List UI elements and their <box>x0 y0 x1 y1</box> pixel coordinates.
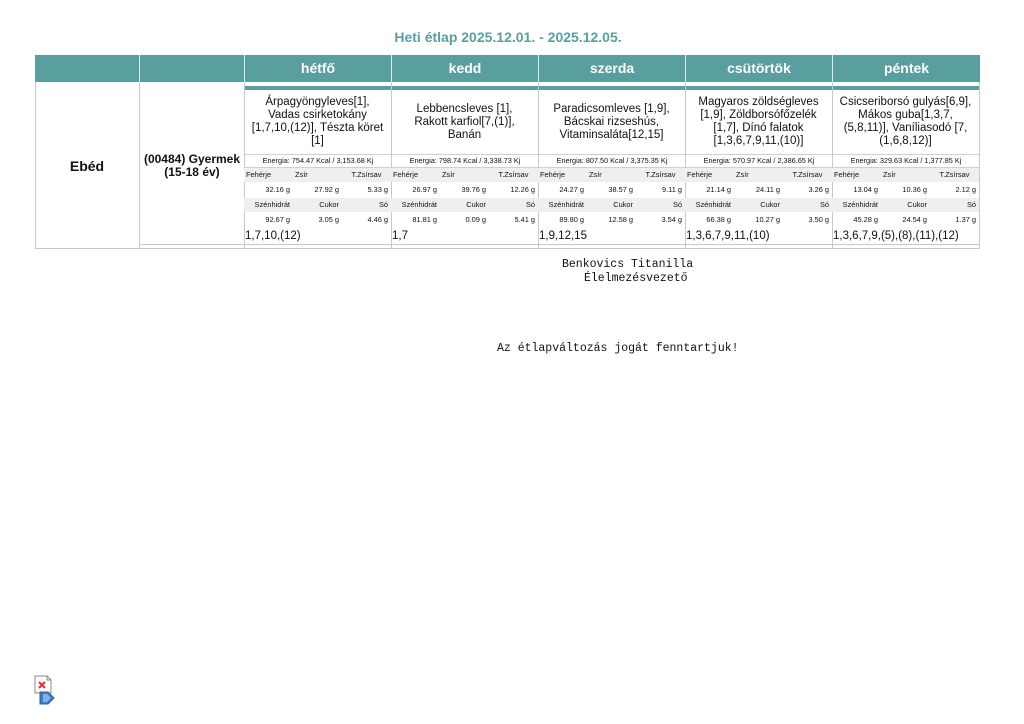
energy-value: Energia: 807.50 Kcal / 3,375.35 Kj <box>539 154 685 168</box>
fat-label: Zsír <box>293 168 342 182</box>
nutrient-value-row <box>685 183 832 197</box>
protein-label: Fehérje <box>538 168 587 182</box>
allergen-list: 1,3,6,7,9,(5),(8),(11),(12) <box>833 230 959 242</box>
fat-value: 27.92 g <box>314 185 339 194</box>
nutrient-label-row <box>832 198 979 212</box>
day-column-monday <box>244 82 390 249</box>
protein-label: Fehérje <box>391 168 440 182</box>
sugar-value: 24.54 g <box>902 215 927 224</box>
carb-label: Szénhidrát <box>391 198 440 212</box>
protein-value: 21.14 g <box>706 185 731 194</box>
satfat-label: T.Zsírsav <box>783 168 832 182</box>
satfat-label: T.Zsírsav <box>930 168 979 182</box>
header-day-tuesday: kedd <box>392 55 539 82</box>
carb-value: 92.67 g <box>265 215 290 224</box>
salt-value: 4.46 g <box>367 215 388 224</box>
sugar-label: Cukor <box>881 198 930 212</box>
dish-line: Magyaros zöldségleves <box>698 96 819 108</box>
dish-line: Vitaminsaláta[12,15] <box>559 128 664 141</box>
carb-value: 81.81 g <box>412 215 437 224</box>
protein-label: Fehérje <box>244 168 293 182</box>
protein-value: 13.04 g <box>853 185 878 194</box>
carb-value: 66.38 g <box>706 215 731 224</box>
salt-value: 5.41 g <box>514 215 535 224</box>
allergen-list: 1,3,6,7,9,11,(10) <box>686 230 770 242</box>
header-day-thursday: csütörtök <box>686 55 833 82</box>
nutrient-value-row <box>538 213 685 227</box>
dish-line: Rakott karfiol[7,(1)], <box>414 115 515 128</box>
nutrient-value-row <box>391 213 538 227</box>
dish-description <box>538 94 685 150</box>
header-meal-cell <box>35 55 140 82</box>
carb-label: Szénhidrát <box>538 198 587 212</box>
salt-value: 3.54 g <box>661 215 682 224</box>
nutrient-value-row <box>832 183 979 197</box>
signature-name: Benkovics Titanilla <box>562 258 694 271</box>
header-day-monday: hétfő <box>245 55 392 82</box>
dish-line: (5,8,11)], Vaníliasodó [7, <box>843 122 968 134</box>
allergen-list: 1,9,12,15 <box>539 230 587 242</box>
salt-label: Só <box>930 198 979 212</box>
nutrient-label-row <box>832 168 979 182</box>
dish-line: Csicseriborsó gulyás[6,9], <box>839 96 972 108</box>
protein-value: 24.27 g <box>559 185 584 194</box>
allergen-list: 1,7,10,(12) <box>245 230 301 242</box>
salt-label: Só <box>342 198 391 212</box>
satfat-label: T.Zsírsav <box>636 168 685 182</box>
carb-label: Szénhidrát <box>685 198 734 212</box>
day-accent-bar <box>245 86 391 90</box>
satfat-label: T.Zsírsav <box>489 168 538 182</box>
header-day-friday: péntek <box>833 55 980 82</box>
satfat-value: 3.26 g <box>808 185 829 194</box>
satfat-value: 2.12 g <box>955 185 976 194</box>
sugar-value: 10.27 g <box>755 215 780 224</box>
menu-table <box>35 55 980 249</box>
salt-label: Só <box>489 198 538 212</box>
sugar-value: 0.09 g <box>465 215 486 224</box>
dish-description <box>832 94 979 150</box>
day-column-friday <box>832 82 978 249</box>
fat-value: 38.57 g <box>608 185 633 194</box>
dish-line: Bácskai rizseshús, <box>563 115 660 128</box>
broken-image-icon <box>34 674 58 706</box>
nutrient-value-row <box>244 183 391 197</box>
satfat-value: 9.11 g <box>662 185 682 194</box>
dish-line: Vadas csirketokány <box>268 109 367 121</box>
dish-line: [1] <box>311 135 324 147</box>
dish-description <box>244 94 391 150</box>
fat-label: Zsír <box>881 168 930 182</box>
salt-label: Só <box>636 198 685 212</box>
dish-line: Paradicsomleves [1,9], <box>553 102 670 115</box>
nutrient-label-row <box>538 198 685 212</box>
header-day-wednesday: szerda <box>539 55 686 82</box>
energy-value: Energia: 754.47 Kcal / 3,153.68 Kj <box>245 154 391 168</box>
nutrient-value-row <box>685 213 832 227</box>
dish-line: Árpagyöngyleves[1], <box>265 96 370 108</box>
day-column-thursday <box>685 82 831 249</box>
table-divider <box>979 82 980 249</box>
nutrient-label-row <box>244 168 391 182</box>
dish-line: (1,6,8,12)] <box>879 135 932 147</box>
fat-label: Zsír <box>587 168 636 182</box>
protein-label: Fehérje <box>685 168 734 182</box>
protein-label: Fehérje <box>832 168 881 182</box>
nutrient-label-row <box>244 198 391 212</box>
sugar-label: Cukor <box>293 198 342 212</box>
sugar-value: 3.05 g <box>318 215 339 224</box>
disclaimer-note: Az étlapváltozás jogát fenntartjuk! <box>497 342 739 355</box>
dish-line: Mákos guba[1,3,7, <box>858 109 953 121</box>
nutrient-label-row <box>391 168 538 182</box>
dish-line: [1,9], Zöldborsófőzelék <box>700 109 817 121</box>
dish-description <box>685 94 832 150</box>
carb-value: 89.80 g <box>559 215 584 224</box>
sugar-label: Cukor <box>734 198 783 212</box>
fat-value: 10.36 g <box>902 185 927 194</box>
nutrient-label-row <box>538 168 685 182</box>
age-group-range: (15-18 év) <box>164 164 220 179</box>
dish-line: [1,7], Dínó falatok <box>713 122 804 134</box>
protein-value: 32.16 g <box>265 185 290 194</box>
day-accent-bar <box>539 86 685 90</box>
meal-label: Ebéd <box>69 157 105 174</box>
salt-value: 3.50 g <box>808 215 829 224</box>
sugar-label: Cukor <box>587 198 636 212</box>
salt-value: 1.37 g <box>955 215 976 224</box>
satfat-value: 12.26 g <box>510 185 535 194</box>
nutrient-label-row <box>391 198 538 212</box>
energy-value: Energia: 798.74 Kcal / 3,338.73 Kj <box>392 154 538 168</box>
day-column-wednesday <box>538 82 684 249</box>
day-column-tuesday <box>391 82 537 249</box>
fat-value: 24.11 g <box>755 185 780 194</box>
dish-line: [1,7,10,(12)], Tészta köret <box>251 122 384 134</box>
dish-line: Banán <box>447 128 482 141</box>
nutrient-value-row <box>538 183 685 197</box>
dish-description <box>391 94 538 150</box>
dish-line: [1,3,6,7,9,11,(10)] <box>713 135 804 147</box>
nutrient-value-row <box>244 213 391 227</box>
age-group-code: (00484) Gyermek <box>143 151 241 166</box>
protein-value: 26.97 g <box>412 185 437 194</box>
salt-label: Só <box>783 198 832 212</box>
energy-value: Energia: 329.63 Kcal / 1,377.85 Kj <box>833 154 979 168</box>
day-accent-bar <box>833 86 979 90</box>
sugar-value: 12.58 g <box>608 215 633 224</box>
day-accent-bar <box>392 86 538 90</box>
sugar-label: Cukor <box>440 198 489 212</box>
energy-value: Energia: 570.97 Kcal / 2,386.65 Kj <box>686 154 832 168</box>
page-title: Heti étlap 2025.12.01. - 2025.12.05. <box>394 29 622 45</box>
fat-label: Zsír <box>440 168 489 182</box>
satfat-label: T.Zsírsav <box>342 168 391 182</box>
fat-value: 39.76 g <box>461 185 486 194</box>
carb-value: 45.28 g <box>853 215 878 224</box>
carb-label: Szénhidrát <box>244 198 293 212</box>
nutrient-label-row <box>685 168 832 182</box>
nutrient-value-row <box>832 213 979 227</box>
carb-label: Szénhidrát <box>832 198 881 212</box>
fat-label: Zsír <box>734 168 783 182</box>
age-group-label <box>140 82 244 249</box>
allergen-list: 1,7 <box>392 230 408 242</box>
nutrient-value-row <box>391 183 538 197</box>
day-accent-bar <box>686 86 832 90</box>
header-group-cell <box>140 55 245 82</box>
dish-line: Lebbencsleves [1], <box>416 102 513 115</box>
signature-role: Élelmezésvezető <box>584 272 688 285</box>
satfat-value: 5.33 g <box>367 185 388 194</box>
nutrient-label-row <box>685 198 832 212</box>
